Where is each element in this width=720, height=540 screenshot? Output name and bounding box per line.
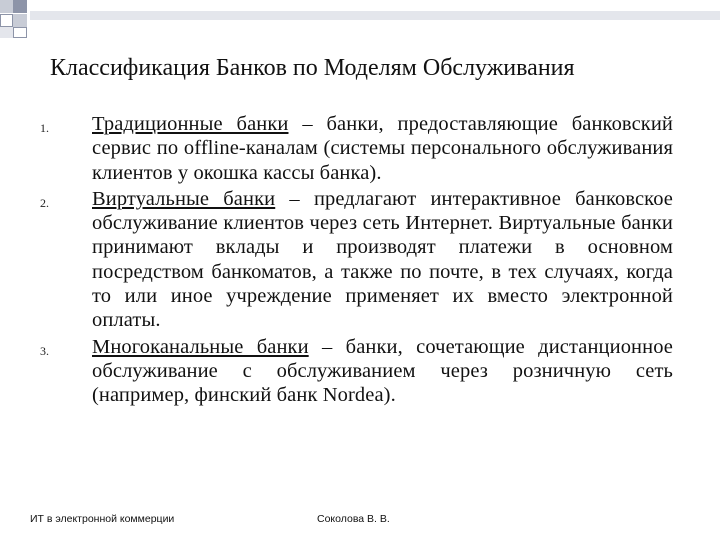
list-item-description: – банки, предоставляющие банковский сервис по offline-каналам (системы персонального обслуживания клиентов у окошка кассы банка). [92,113,673,184]
decor-square-outline-2 [14,28,27,38]
decor-square-light [0,0,13,13]
decor-square-gray [0,27,13,38]
list-item-text [92,335,673,408]
decor-square-dark [13,0,27,13]
list-item-description: – предлагают интерактивное банковское обслуживание клиентов через сеть Интернет. Виртуальные банки принимают вклады и производят платежи в основном посредством банкоматов, а также по почте, в тех случаях, когда то или иное учреждение применяет их вместо электронной оплаты. [92,187,673,332]
list-item-text [92,112,673,185]
decor-square-outline-1 [1,15,13,27]
list-item-number: 2. [40,195,49,210]
list-item-term: Многоканальные банки [92,335,309,358]
list-item [40,187,673,333]
list-item-description: – банки, сочетающие дистанционное обслуживание с обслуживанием через розничную сеть (например, финский банк Nordea). [92,335,673,407]
list-item-term: Традиционные банки [92,113,289,135]
footer-course-name: ИТ в электронной коммерции [30,513,175,525]
list-item-number: 3. [40,343,49,358]
list-item-number: 1. [40,121,49,135]
list-item-text [92,187,673,333]
footer-author: Соколова В. В. [317,513,390,525]
list-item [40,112,673,185]
decorative-squares [0,0,720,40]
bank-classification-list [40,112,673,410]
list-item [40,335,673,408]
decor-square-light-2 [13,14,27,27]
list-item-term: Виртуальные банки [92,187,276,210]
decor-stripe [30,11,720,20]
page-title: Классификация Банков по Моделям Обслуживания [50,55,575,81]
